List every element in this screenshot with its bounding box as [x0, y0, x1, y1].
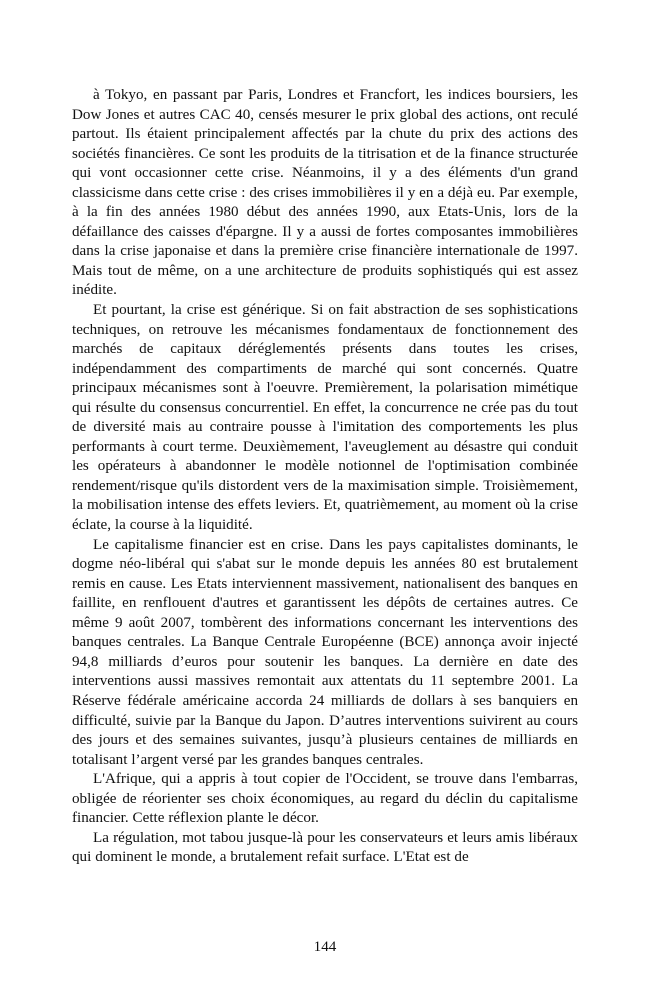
body-text-column — [72, 86, 578, 868]
paragraph-3: Le capitalisme financier est en crise. Dans les pays capitalistes dominants, le dogme néo-libéral qui s'abat sur le monde depuis les années 80 est brutalement remis en cause. Les Etats interviennent massivement, nationalisent des banques en faillite, en renflouent d'autres et garantissent les dépôts de certaines autres. Ce même 9 août 2007, tombèrent des informations concernant les interventions des banques centrales. La Banque Centrale Européenne (BCE) annonça avoir injecté 94,8 milliards d’euros pour soutenir les banques. La dernière en date des interventions aussi massives remontait aux attentats du 11 septembre 2001. La Réserve fédérale américaine accorda 24 milliards de dollars à ses banquiers en difficulté, suivie par la Banque du Japon. D’autres interventions suivirent au cours des jours et des semaines suivantes, jusqu’à plusieurs centaines de milliards en totalisant l’argent versé par les grandes banques centrales. — [72, 536, 578, 768]
paragraph-2: Et pourtant, la crise est générique. Si on fait abstraction de ses sophistications techniques, on retrouve les mécanismes fondamentaux de fonctionnement des marchés de capitaux déréglementés présents dans toutes les crises, indépendamment des compartiments de marché qui sont concernés. Quatre principaux mécanismes sont à l'oeuvre. Premièrement, la polarisation mimétique qui résulte du consensus concurrentiel. En effet, la concurrence ne crée pas du tout de diversité mais au contraire pousse à l'imitation des comportements les plus performants à court terme. Deuxièmement, l'aveuglement au désastre qui conduit les opérateurs à abandonner le modèle notionnel de l'optimisation combinée rendement/risque qu'ils distordent vers de la maximisation simple. Troisièmement, la mobilisation intense des effets leviers. Et, quatrièmement, au moment où la crise éclate, la course à la liquidité. — [72, 302, 578, 534]
page-number: 144 — [313, 939, 337, 955]
paragraph-5: La régulation, mot tabou jusque-là pour les conservateurs et leurs amis libéraux qui dominent le monde, a brutalement refait surface. L'Etat est de — [72, 829, 578, 866]
paragraph-4: L'Afrique, qui a appris à tout copier de l'Occident, se trouve dans l'embarras, obligée de réorienter ses choix économiques, au regard du déclin du capitalisme financier. Cette réflexion plante le décor. — [72, 771, 578, 827]
paragraph-1: à Tokyo, en passant par Paris, Londres et Francfort, les indices boursiers, les Dow Jones et autres CAC 40, censés mesurer le prix global des actions, ont reculé partout. Ils étaient principalement affectés par la chute du prix des actions des sociétés financières. Ce sont les produits de la titrisation et de la finance structurée qui vont occasionner cette crise. Néanmoins, il y a des éléments d'un grand classicisme dans cette crise : des crises immobilières il y en a déjà eu. Par exemple, à la fin des années 1980 début des années 1990, aux Etats-Unis, lors de la défaillance des caisses d'épargne. Il y a aussi de fortes composantes immobilières dans la crise japonaise et dans la première crise financière internationale de 1997. Mais tout de même, on a une architecture de produits sophistiqués qui est assez inédite. — [72, 87, 578, 299]
